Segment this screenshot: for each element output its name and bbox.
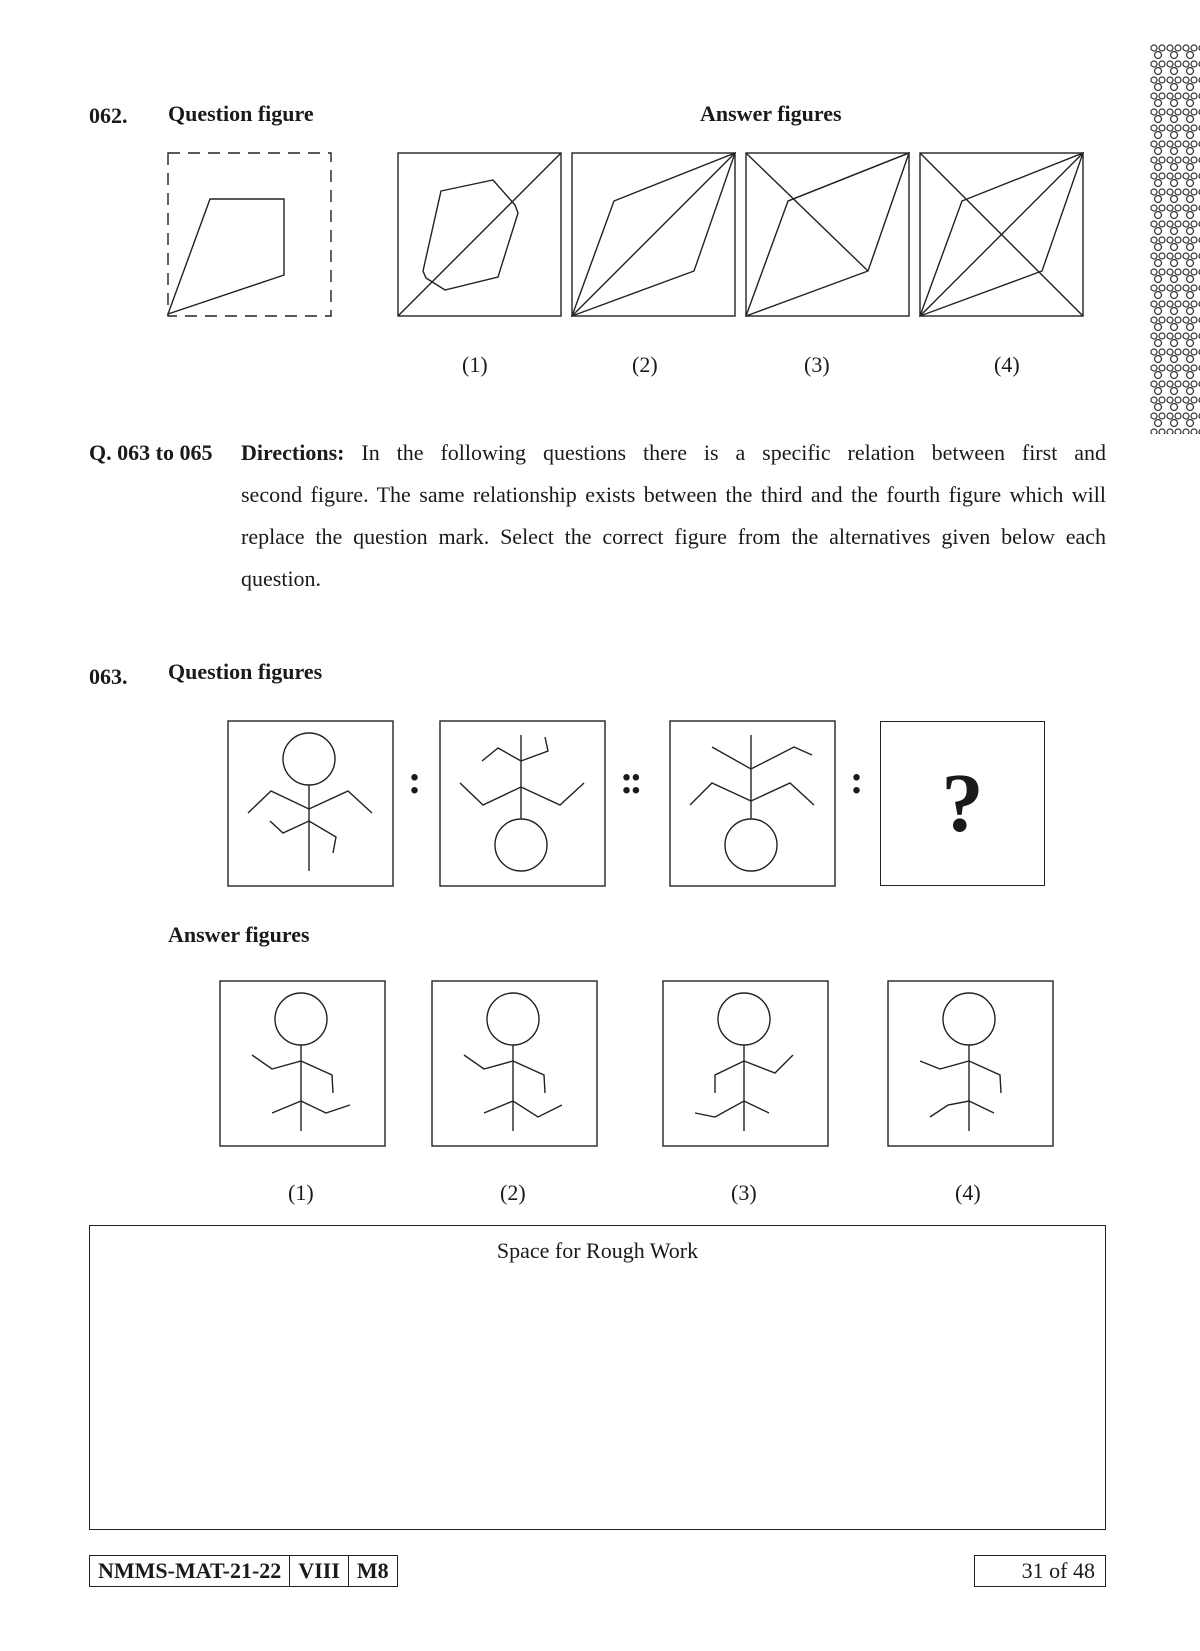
q063-answer-figure-1[interactable] (220, 981, 385, 1146)
q063-question-figure-2 (440, 721, 605, 886)
answer-figures-heading: Answer figures (700, 101, 842, 126)
rough-work-area[interactable] (89, 1225, 1106, 1530)
question-number-063: 063. (89, 664, 128, 689)
question-mark: ? (941, 757, 984, 850)
rough-work-label: Space for Rough Work (496, 1238, 699, 1263)
q063-option-label-4: (4) (955, 1180, 981, 1205)
q063-answer-figure-3[interactable] (663, 981, 828, 1146)
q063-answer-figure-4[interactable] (888, 981, 1053, 1146)
q062-answer-figure-2[interactable] (572, 153, 735, 316)
q063-option-label-1: (1) (288, 1180, 314, 1205)
directions-text: second figure. The same relationship exists between the third and the fourth figure which will replace the question mark. Select the correct figure from the alternatives given below each question. (241, 482, 1106, 591)
ratio-colon-1: : (408, 757, 422, 802)
footer-code-box (89, 1555, 398, 1587)
q062-question-figure (168, 153, 331, 316)
directions-block (89, 432, 1106, 600)
footer-class: VIII (290, 1556, 349, 1586)
q063-question-figure-1 (228, 721, 393, 886)
directions-title: Directions: (241, 440, 345, 465)
question-number-062: 062. (89, 103, 128, 128)
footer-set: M8 (356, 1558, 389, 1583)
q062-option-label-1: (1) (462, 352, 488, 377)
ratio-colon-2: : (850, 757, 864, 802)
q062-option-label-3: (3) (804, 352, 830, 377)
q063-question-figure-4 (880, 721, 1045, 886)
q063-question-figure-3 (670, 721, 835, 886)
q063-answer-figure-2[interactable] (432, 981, 597, 1146)
q062-answer-figure-1[interactable] (398, 153, 561, 316)
directions-range: Q. 063 to 065 (89, 440, 213, 465)
q063-option-label-2: (2) (500, 1180, 526, 1205)
q063-option-label-3: (3) (731, 1180, 757, 1205)
q062-answer-figure-3[interactable] (746, 153, 909, 316)
footer-exam-code: NMMS-MAT-21-22 (90, 1556, 290, 1586)
ratio-double-colon: :: (620, 757, 639, 802)
footer-page-number: 31 of 48 (974, 1555, 1106, 1587)
question-figures-heading: Question figures (168, 659, 323, 684)
question-figure-heading: Question figure (168, 101, 314, 126)
q062-option-label-2: (2) (632, 352, 658, 377)
directions-text-line1: In the following questions there is a specific relation between first and (361, 440, 1107, 465)
q063-answer-figures-heading: Answer figures (168, 922, 310, 947)
q062-option-label-4: (4) (994, 352, 1020, 377)
decorative-border-pattern (1150, 44, 1200, 434)
q062-answer-figure-4[interactable] (920, 153, 1083, 316)
